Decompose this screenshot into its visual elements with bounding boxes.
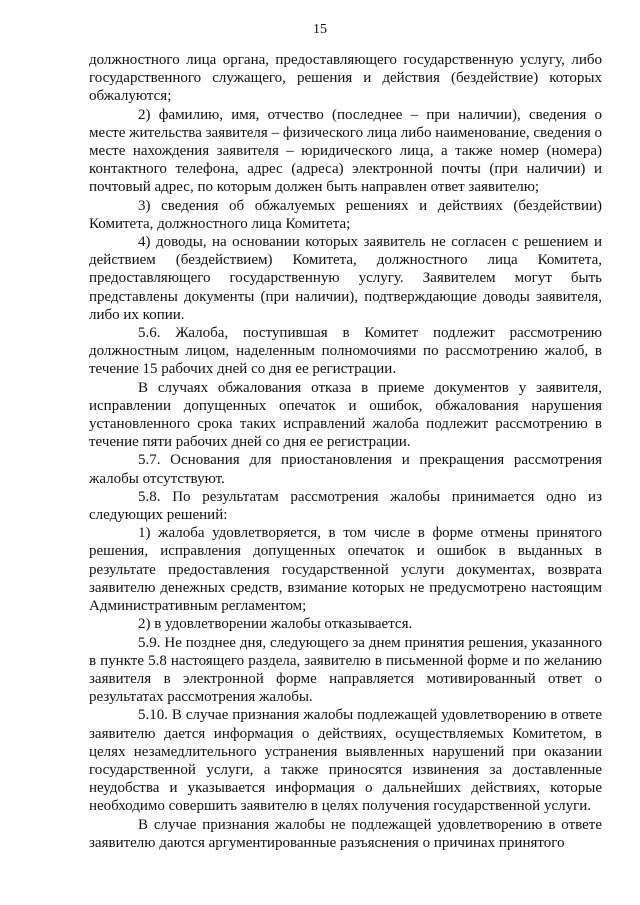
page-number: 15 [313,22,327,37]
paragraph: В случае признания жалобы не подлежащей удовлетворению в ответе заявителю даются аргументированные разъяснения о причинах принятого [89,816,602,851]
paragraph: 3) сведения об обжалуемых решениях и действиях (бездействии) Комитета, должностного лица Комитета; [89,197,602,232]
paragraph: 5.10. В случае признания жалобы подлежащей удовлетворению в ответе заявителю дается информация о действиях, осуществляемых Комитетом, в целях незамедлительного устранения выявленных нарушений при оказании государственной услуги, а также приносятся извинения за доставленные неудобства и указывается информация о дальнейших действиях, которые необходимо совершить заявителю в целях получения государственной услуги. [89,707,602,815]
paragraph: 1) жалоба удовлетворяется, в том числе в форме отмены принятого решения, исправления допущенных опечаток и ошибок в выданных в результате предоставления государственной услуги документах, возврата заявителю денежных средств, взимание которых не предусмотрено настоящим Административным регламентом; [89,525,602,615]
paragraph: 5.8. По результатам рассмотрения жалобы принимается одно из следующих решений: [89,488,602,524]
paragraph: 5.6. Жалоба, поступившая в Комитет подлежит рассмотрению должностным лицом, наделенным полномочиями по рассмотрению жалоб, в течение 15 рабочих дней со дня ее регистрации. [89,325,602,378]
paragraph: 2) фамилию, имя, отчество (последнее – при наличии), сведения о месте жительства заявителя – физического лица либо наименование, сведения о месте нахождения заявителя – юридического лица, а также номер (номера) контактного телефона, адрес (адреса) электронной почты (при наличии) и почтовый адрес, по которым должен быть направлен ответ заявителю; [89,106,602,196]
paragraph: 4) доводы, на основании которых заявитель не согласен с решением и действием (бездействием) Комитета, должностного лица Комитета, предоставляющего государственную услугу. Заявителем могут быть представлены документы (при наличии), подтверждающие доводы заявителя, либо их копии. [89,234,602,323]
paragraph: 2) в удовлетворении жалобы отказывается. [138,616,413,633]
document-body [89,51,602,852]
paragraph: 5.7. Основания для приостановления и прекращения рассмотрения жалобы отсутствуют. [89,452,602,487]
paragraph: 5.9. Не позднее дня, следующего за днем принятия решения, указанного в пункте 5.8 настоящего раздела, заявителю в письменной форме и по желанию заявителя в электронной форме направляется мотивированный ответ о результатах рассмотрения жалобы. [89,634,602,706]
paragraph: В случаях обжалования отказа в приеме документов у заявителя, исправлении допущенных опечаток и ошибок, обжалования нарушения установленного срока таких исправлений жалоба подлежит рассмотрению в течение пяти рабочих дней со дня ее регистрации. [89,379,602,451]
paragraph: должностного лица органа, предоставляющего государственную услугу, либо государственного служащего, решения и действия (бездействие) которых обжалуются; [89,52,602,105]
